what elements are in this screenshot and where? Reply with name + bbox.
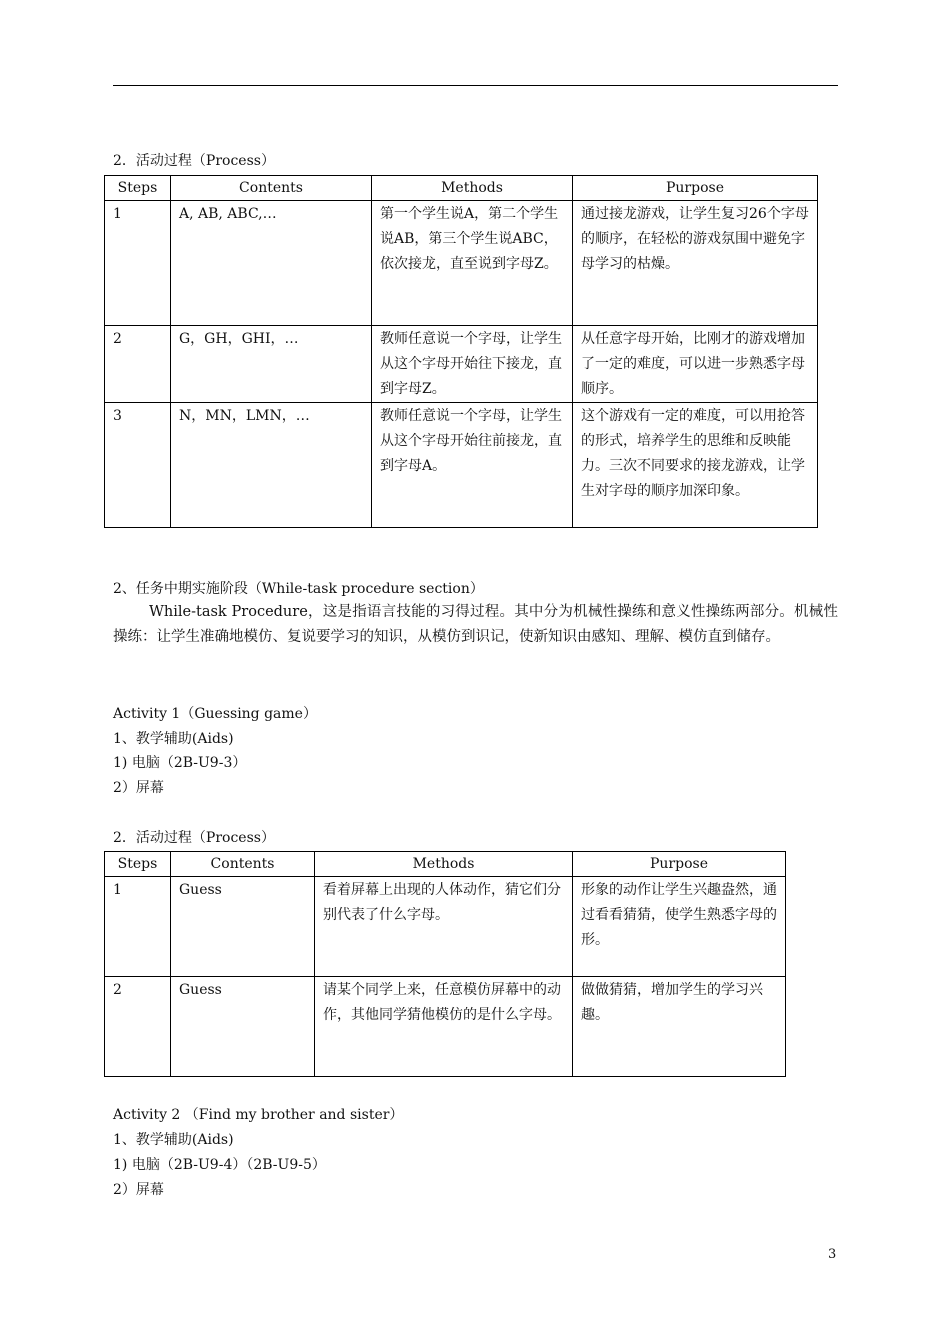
cell-step: 1 [105, 201, 171, 326]
cell-contents: G，GH，GHI，… [171, 326, 372, 403]
process-table-1 [104, 175, 818, 528]
while-task-paragraph [113, 600, 838, 650]
cell-contents: Guess [171, 877, 315, 977]
activity2-aids-heading: 1、教学辅助(Aids) [113, 1132, 234, 1148]
table-row [105, 403, 818, 528]
activity1-aid-item: 1) 电脑（2B-U9-3） [113, 755, 247, 771]
cell-step: 2 [105, 977, 171, 1077]
column-header-purpose: Purpose [573, 852, 786, 877]
column-header-contents: Contents [171, 852, 315, 877]
cell-contents: A, AB, ABC,… [171, 201, 372, 326]
table-header-row [105, 176, 818, 201]
page-number: 3 [828, 1247, 837, 1262]
header-rule [113, 85, 838, 86]
process-heading-2: 2．活动过程（Process） [113, 830, 275, 846]
cell-purpose: 形象的动作让学生兴趣盎然，通过看看猜猜，使学生熟悉字母的形。 [573, 877, 786, 977]
cell-methods: 教师任意说一个字母，让学生从这个字母开始往前接龙，直到字母A。 [372, 403, 573, 528]
table-header-row [105, 852, 786, 877]
cell-contents: N，MN，LMN，… [171, 403, 372, 528]
cell-purpose: 从任意字母开始，比刚才的游戏增加了一定的难度，可以进一步熟悉字母顺序。 [573, 326, 818, 403]
table-row [105, 877, 786, 977]
column-header-methods: Methods [372, 176, 573, 201]
column-header-steps: Steps [105, 852, 171, 877]
while-task-heading: 2、任务中期实施阶段（While-task procedure section） [113, 581, 484, 597]
column-header-contents: Contents [171, 176, 372, 201]
cell-step: 2 [105, 326, 171, 403]
cell-methods: 看着屏幕上出现的人体动作，猜它们分别代表了什么字母。 [315, 877, 573, 977]
cell-methods: 教师任意说一个字母，让学生从这个字母开始往下接龙，直到字母Z。 [372, 326, 573, 403]
activity1-aids-heading: 1、教学辅助(Aids) [113, 731, 234, 747]
cell-purpose: 这个游戏有一定的难度，可以用抢答的形式，培养学生的思维和反映能力。三次不同要求的接龙游戏，让学生对字母的顺序加深印象。 [573, 403, 818, 528]
column-header-purpose: Purpose [573, 176, 818, 201]
activity2-aid-item: 1) 电脑（2B-U9-4）（2B-U9-5） [113, 1157, 326, 1173]
cell-purpose: 通过接龙游戏，让学生复习26个字母的顺序，在轻松的游戏氛围中避免字母学习的枯燥。 [573, 201, 818, 326]
column-header-methods: Methods [315, 852, 573, 877]
cell-methods: 第一个学生说A，第二个学生说AB，第三个学生说ABC，依次接龙，直至说到字母Z。 [372, 201, 573, 326]
table-row [105, 201, 818, 326]
cell-step: 1 [105, 877, 171, 977]
cell-step: 3 [105, 403, 171, 528]
table-row [105, 977, 786, 1077]
process-heading-1: 2．活动过程（Process） [113, 153, 275, 169]
cell-purpose: 做做猜猜，增加学生的学习兴趣。 [573, 977, 786, 1077]
activity1-aid-item: 2）屏幕 [113, 780, 164, 796]
activity2-title: Activity 2 （Find my brother and sister） [113, 1107, 404, 1123]
column-header-steps: Steps [105, 176, 171, 201]
activity1-title: Activity 1（Guessing game） [113, 706, 317, 722]
process-table-2 [104, 851, 786, 1077]
table-row [105, 326, 818, 403]
while-task-paragraph-text: While-task Procedure，这是指语言技能的习得过程。其中分为机械性操练和意义性操练两部分。机械性操练：让学生准确地模仿、复说要学习的知识，从模仿到识记，使新知识由感知、理解、模仿直到储存。 [113, 604, 838, 645]
cell-contents: Guess [171, 977, 315, 1077]
cell-methods: 请某个同学上来，任意模仿屏幕中的动作，其他同学猜他模仿的是什么字母。 [315, 977, 573, 1077]
activity2-aid-item: 2）屏幕 [113, 1182, 164, 1198]
